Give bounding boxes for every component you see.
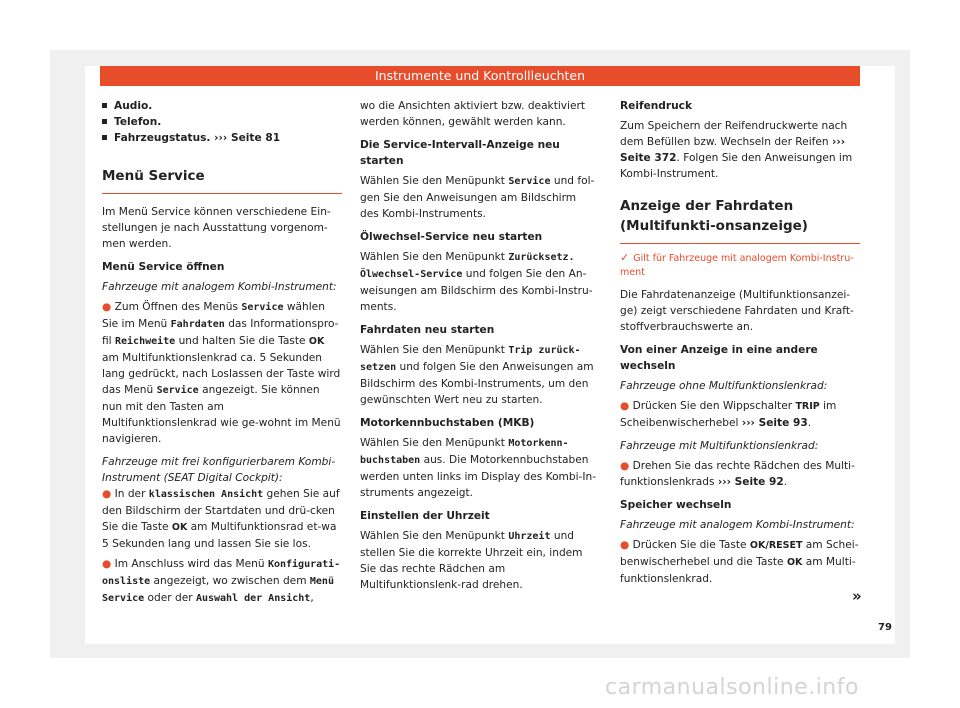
square-bullet-icon — [102, 103, 107, 108]
page-header: Instrumente und Kontrollleuchten — [100, 66, 860, 86]
ok-key-icon: OK — [171, 522, 188, 533]
page-reference-link[interactable]: ››› Seite 93 — [741, 417, 808, 429]
bullet-dot-icon: ● — [620, 539, 630, 551]
list-item: Fahrzeugstatus. ››› Seite 81 — [102, 130, 342, 146]
condition-label: Fahrzeuge mit analogem Kombi-Instrument: — [102, 281, 337, 293]
paragraph: Wählen Sie den Menüpunkt Motorkenn-buchstaben aus. Die Motorkennbuchstaben werden unten links im Display des Kombi-In-struments angezeigt. — [360, 437, 597, 499]
paragraph: Wählen Sie den Menüpunkt Zurücksetz. Ölwechsel-Service und folgen Sie den An-weisungen am Bildschirm des Kombi-Instru-ments. — [360, 251, 593, 313]
bullet-dot-icon: ● — [102, 301, 112, 313]
step-paragraph: ● Zum Öffnen des Menüs Service wählen Sie im Menü Fahrdaten das Informationspro-fil Reichweite und halten Sie die Taste OK am Multifunktionslenkrad ca. 5 Sekunden lang gedrückt, nach Loslassen der Taste wird das Menü Service angezeigt. Sie können nun mit den Tasten am Multifunktionslenkrad wie ge-wohnt im Menü navigieren. — [102, 301, 341, 445]
step-paragraph: ● Drücken Sie die Taste OK/RESET am Schei-benwischerhebel und die Taste OK am Multi-funktionslenkrad. — [620, 539, 859, 585]
bullet-dot-icon: ● — [620, 460, 630, 472]
ok-key-icon: OK — [786, 557, 803, 568]
page-reference-link[interactable]: ››› Seite 372 — [620, 136, 846, 164]
continued-paragraph: wo die Ansichten aktiviert bzw. deaktiviert werden können, gewählt werden kann. — [360, 100, 586, 128]
section-title-trip-display: Anzeige der Fahrdaten (Multifunkti-onsanzeige) — [620, 196, 860, 244]
subheading-oil-change: Ölwechsel-Service neu starten — [360, 231, 543, 243]
paragraph: Wählen Sie den Menüpunkt Service und fol-gen Sie den Anweisungen am Bildschirm des Kombi-Instruments. — [360, 175, 595, 220]
column-1 — [102, 98, 342, 607]
list-item: Telefon. — [102, 114, 342, 130]
subheading-tire-pressure: Reifendruck — [620, 100, 692, 112]
step-paragraph: ● Im Anschluss wird das Menü Konfigurati-onsliste angezeigt, wo zwischen dem Menü Service oder der Auswahl der Ansicht, — [102, 558, 341, 604]
condition-label: Fahrzeuge ohne Multifunktionslenkrad: — [620, 380, 828, 392]
ok-reset-key-icon: OK/RESET — [749, 540, 803, 551]
paragraph: Wählen Sie den Menüpunkt Uhrzeit und stellen Sie die korrekte Uhrzeit ein, indem Sie das rechte Rädchen am Multifunktionslenk-rad drehen. — [360, 530, 583, 591]
intro-paragraph: Im Menü Service können verschiedene Ein-stellungen je nach Ausstattung vorgenom-men werden. — [102, 206, 331, 250]
subheading-switch-display: Von einer Anzeige in eine andere wechseln — [620, 344, 818, 372]
paragraph: Wählen Sie den Menüpunkt Trip zurück-setzen und folgen Sie den Anweisungen am Bildschirm des Kombi-Instruments, um den gewünschten Wert neu zu starten. — [360, 344, 594, 406]
step-paragraph: ● In der klassischen Ansicht gehen Sie auf den Bildschirm der Startdaten und drü-cken Sie die Taste OK am Multifunktionsrad et-wa 5 Sekunden lang und lassen Sie sie los. — [102, 488, 340, 550]
watermark: carmanualsonline.info — [605, 675, 859, 700]
condition-label: Fahrzeuge mit frei konfigurierbarem Kombi-Instrument (SEAT Digital Cockpit): — [102, 456, 336, 484]
list-item: Audio. — [102, 98, 342, 114]
subheading-clock: Einstellen der Uhrzeit — [360, 510, 490, 522]
condition-label: Fahrzeuge mit analogem Kombi-Instrument: — [620, 519, 855, 531]
condition-label: Fahrzeuge mit Multifunktionslenkrad: — [620, 440, 819, 452]
step-paragraph: ● Drücken Sie den Wippschalter TRIP im Scheibenwischerhebel ››› Seite 93. — [620, 400, 837, 429]
section-title-menu-service: Menü Service — [102, 166, 342, 194]
continue-marker: » — [852, 587, 862, 605]
square-bullet-icon — [102, 119, 107, 124]
paragraph: Zum Speichern der Reifendruckwerte nach dem Befüllen bzw. Wechseln der Reifen ››› Seite 372. Folgen Sie den Anweisungen im Kombi-Instrument. — [620, 120, 853, 180]
column-2 — [360, 98, 598, 593]
square-bullet-icon — [102, 135, 107, 140]
step-paragraph: ● Drehen Sie das rechte Rädchen des Multi-funktionslenkrads ››› Seite 92. — [620, 460, 855, 488]
page-reference-link[interactable]: ››› Seite 92 — [717, 476, 784, 488]
bullet-dot-icon: ● — [102, 488, 112, 500]
bullet-dot-icon: ● — [102, 558, 112, 570]
subheading-open-menu: Menü Service öffnen — [102, 261, 225, 273]
column-3 — [620, 98, 860, 587]
paragraph: Die Fahrdatenanzeige (Multifunktionsanzei-ge) zeigt verschiedene Fahrdaten und Kraft-stoffverbrauchswerte an. — [620, 289, 854, 333]
ok-key-icon: OK — [308, 336, 325, 347]
bullet-dot-icon: ● — [620, 400, 630, 412]
subheading-memory: Speicher wechseln — [620, 499, 732, 511]
subheading-trip-data: Fahrdaten neu starten — [360, 324, 495, 336]
condition-note: ✓ Gilt für Fahrzeuge mit analogem Kombi-Instru-ment — [620, 251, 854, 278]
page-number: 79 — [878, 622, 892, 633]
trip-key-icon: TRIP — [795, 401, 820, 412]
subheading-engine-code: Motorkennbuchstaben (MKB) — [360, 417, 535, 429]
check-icon: ✓ — [620, 251, 630, 264]
page-reference-link[interactable]: ››› Seite 81 — [214, 132, 281, 144]
subheading-service-interval: Die Service-Intervall-Anzeige neu starten — [360, 139, 560, 167]
